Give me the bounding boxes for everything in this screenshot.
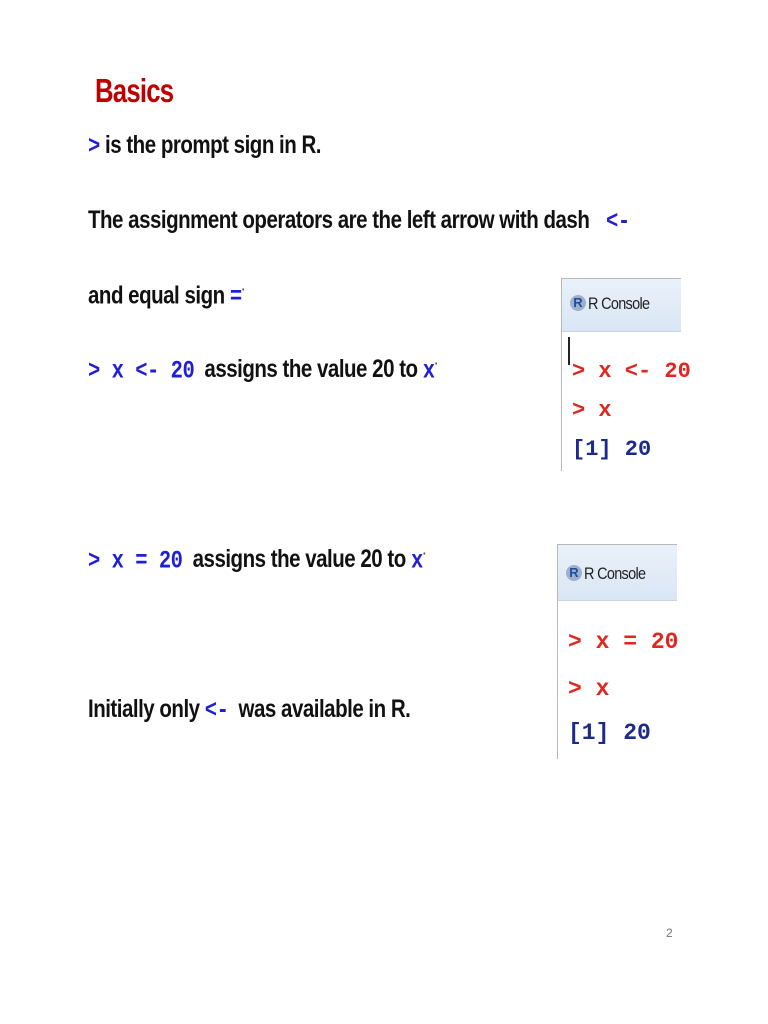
line-text: assigns the value 20 to: [192, 545, 406, 574]
prompt-symbol: >: [88, 132, 100, 161]
variable-name: x: [422, 356, 435, 386]
r-logo-icon: R: [566, 565, 582, 581]
slide-title: Basics: [95, 72, 174, 109]
equal-operator: =: [229, 282, 242, 312]
console-input-line: > x: [572, 398, 612, 423]
line-equal-example: > x = 20 assigns the value 20 to x·: [88, 545, 427, 576]
console-output-line: [1] 20: [568, 720, 651, 746]
r-console-screenshot-2: [557, 544, 677, 759]
console-input-line: > x <- 20: [572, 359, 691, 384]
left-arrow-operator: <-: [204, 696, 229, 725]
line-text: and equal sign: [88, 281, 225, 310]
line-prompt-sign: [88, 131, 321, 161]
line-history-note: [88, 695, 410, 725]
page-number: 2: [666, 926, 673, 940]
console-output-line: [1] 20: [572, 437, 652, 462]
line-arrow-example: > x <- 20 assigns the value 20 to x·: [88, 355, 438, 386]
console-titlebar: [558, 545, 677, 601]
text-cursor: [568, 337, 570, 365]
variable-name: x: [410, 546, 423, 576]
line-text: is the prompt sign in R.: [105, 131, 322, 159]
code-example: > x <- 20: [88, 356, 195, 386]
line-equal-sign: and equal sign =·: [88, 281, 245, 312]
r-console-screenshot-1: [561, 278, 691, 471]
left-arrow-operator: <-: [606, 207, 630, 236]
console-input-line: > x = 20: [568, 629, 679, 655]
line-text: Initially only: [88, 695, 200, 723]
console-title: R Console: [588, 294, 650, 313]
line-assignment-operators: [88, 206, 630, 236]
line-text: assigns the value 20 to: [204, 355, 418, 384]
console-title: R Console: [584, 564, 646, 583]
r-logo-icon: R: [570, 295, 586, 311]
code-example: > x = 20: [88, 546, 183, 576]
line-text-2: was available in R.: [238, 695, 411, 723]
console-titlebar: [562, 279, 681, 332]
line-text: The assignment operators are the left arrow with dash: [88, 206, 590, 234]
console-input-line: > x: [568, 676, 610, 702]
